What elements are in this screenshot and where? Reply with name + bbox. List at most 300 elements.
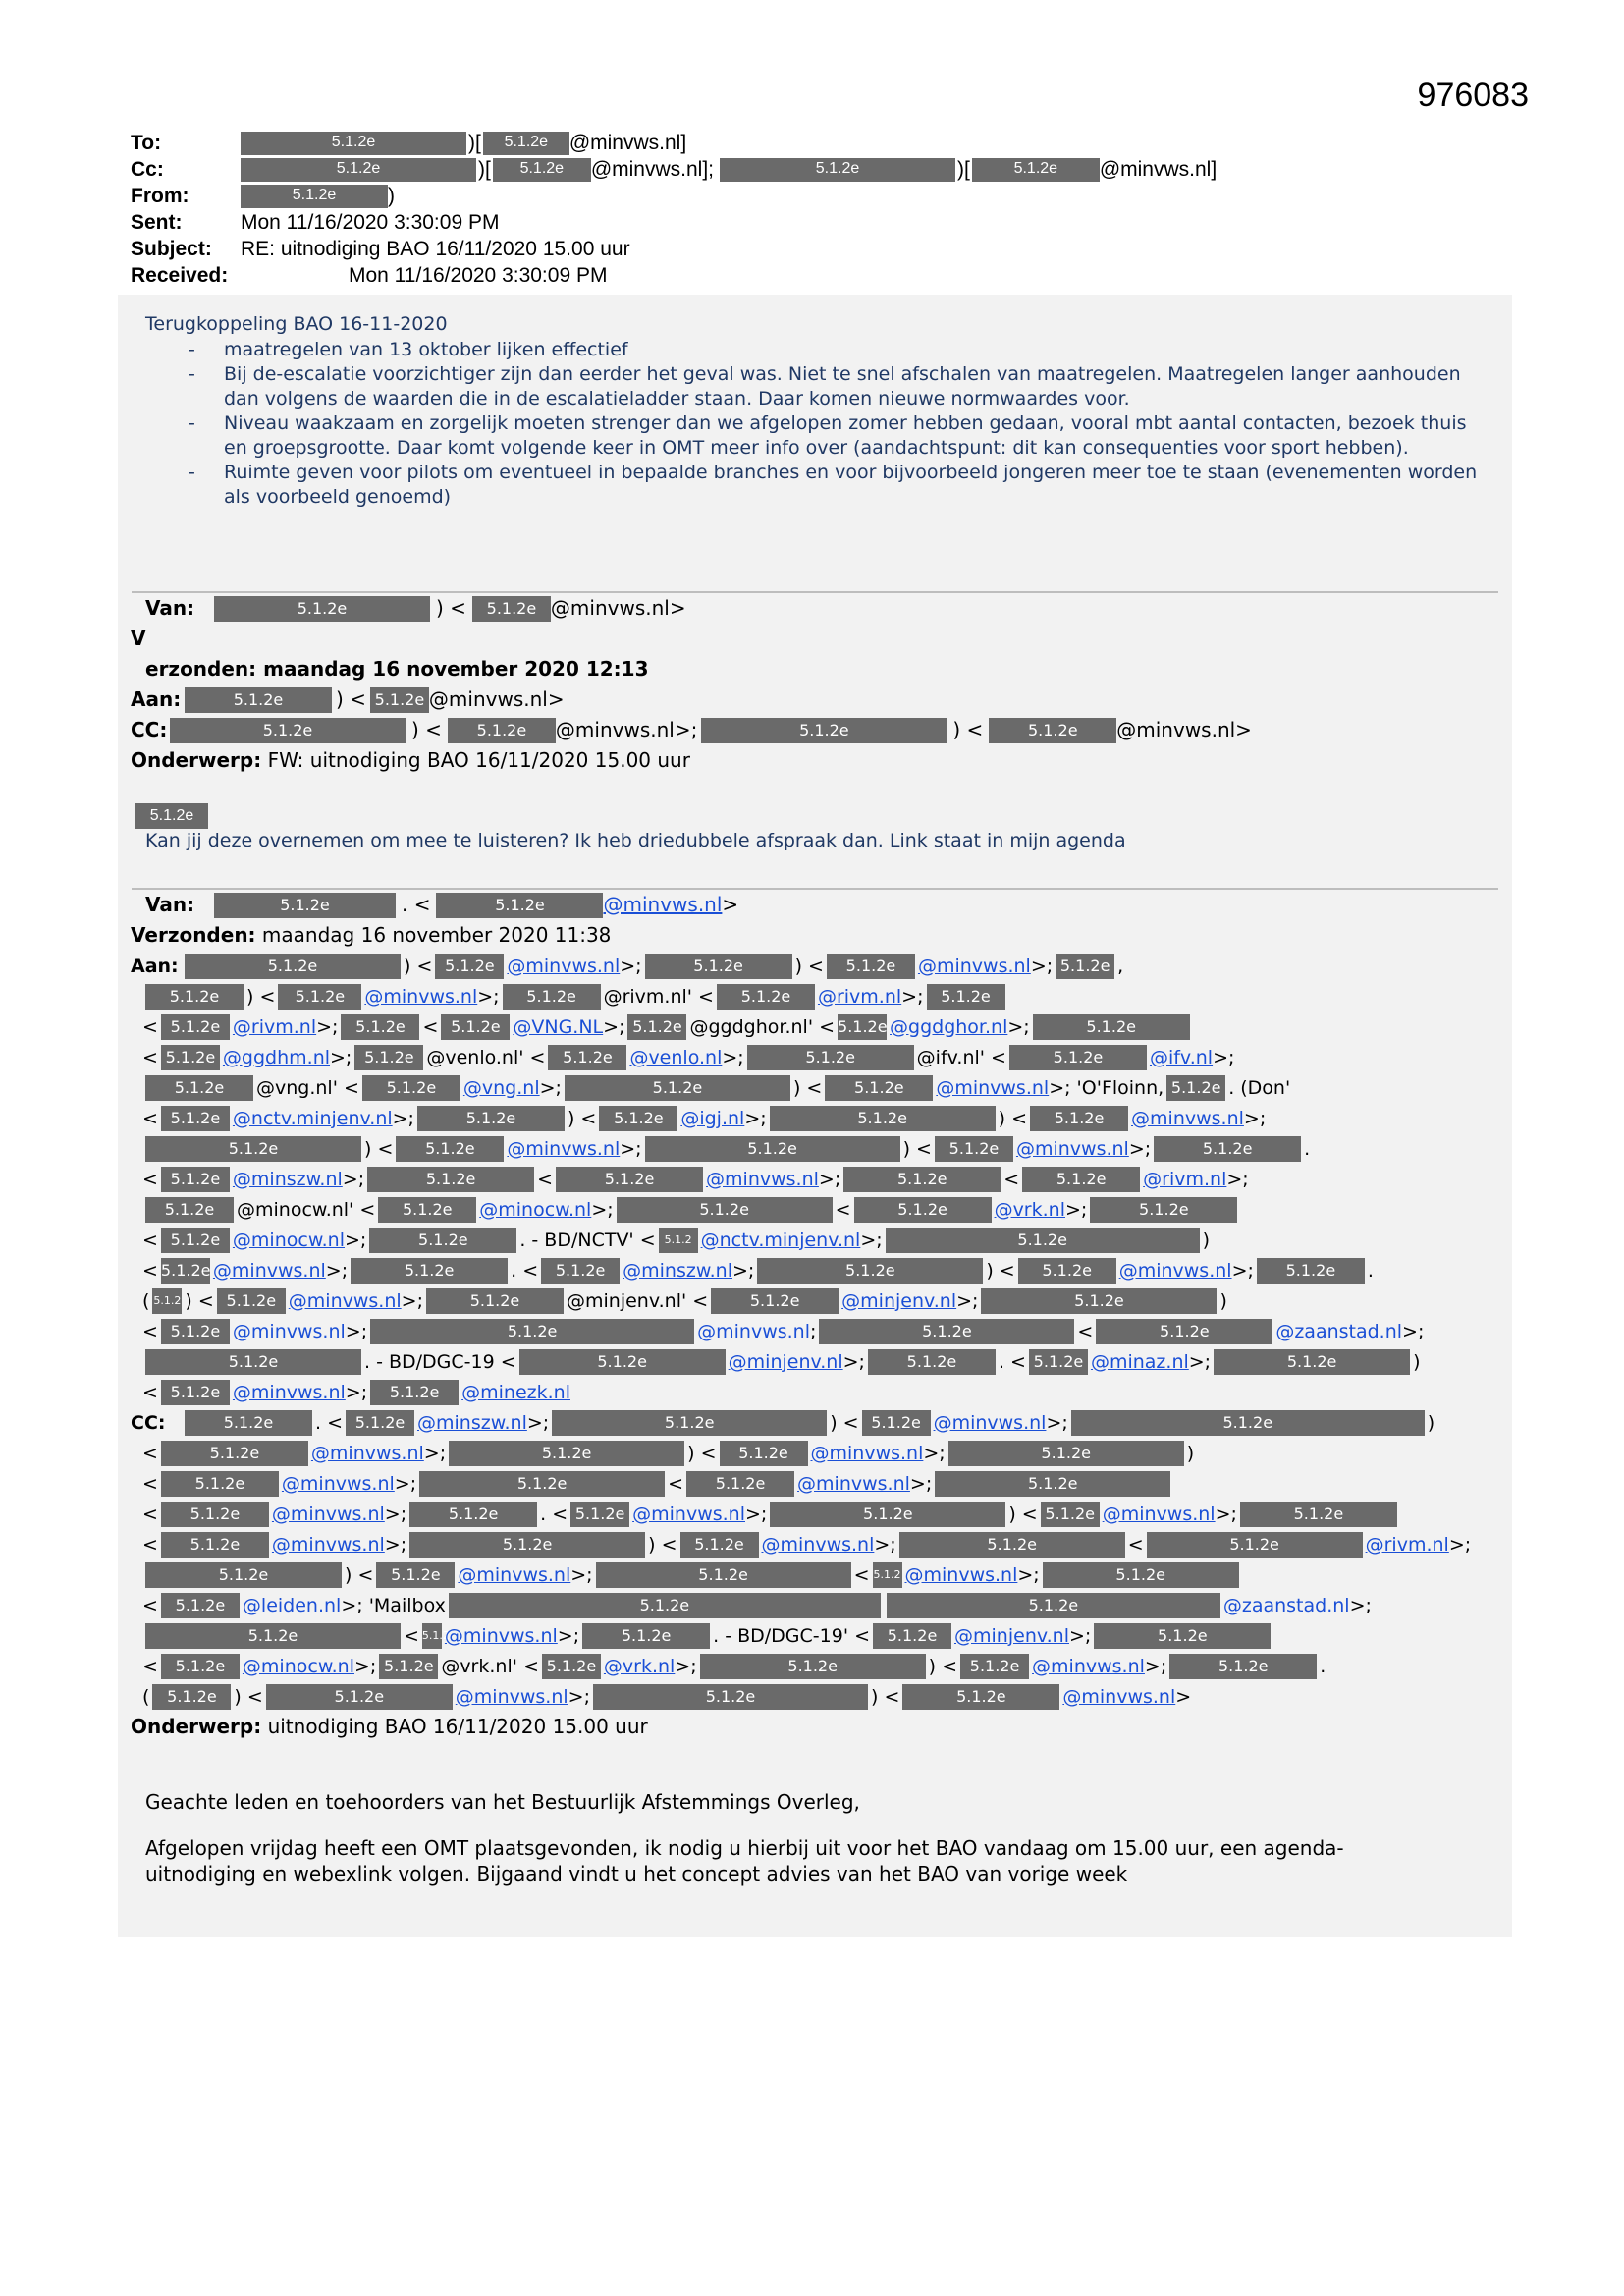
redaction: 5.1.2e xyxy=(757,1258,983,1284)
redaction: 5.1.2e xyxy=(862,1410,931,1436)
email-link[interactable]: @minvws.nl xyxy=(797,1472,910,1495)
email-text: >; xyxy=(1144,1655,1167,1677)
email-link[interactable]: @minocw.nl xyxy=(242,1655,354,1677)
redaction: 5.1.2e xyxy=(1041,1502,1100,1527)
recipient-line xyxy=(131,1072,1505,1103)
email-text: >; xyxy=(620,1137,642,1160)
redaction: 5.1.2e xyxy=(838,1014,887,1040)
email-text: >; xyxy=(620,955,642,977)
redaction: 5.1.2e xyxy=(552,1410,827,1436)
email-link[interactable]: @vrk.nl xyxy=(994,1198,1065,1221)
redaction: 5.1.2e xyxy=(868,1349,996,1375)
email-link[interactable]: @minvws.nl xyxy=(1032,1655,1145,1677)
email-text: ) < xyxy=(830,1411,859,1434)
recipient-line xyxy=(131,1590,1505,1620)
email-text: < xyxy=(142,1229,158,1251)
email-text: >; xyxy=(316,1015,339,1038)
redaction: 5.1.2e xyxy=(161,1167,230,1192)
redaction: 5.1.2e xyxy=(1169,1654,1317,1679)
redaction: 5.1.2e xyxy=(341,1014,419,1040)
redaction: 5.1.2e xyxy=(927,984,1005,1010)
email-text: >; xyxy=(1226,1168,1249,1190)
fwd1-van-suffix: @minvws.nl> xyxy=(550,596,686,620)
redaction: 5.1.2e xyxy=(1009,1045,1147,1070)
email-text: @venlo.nl' < xyxy=(426,1046,546,1068)
email-link[interactable]: @nctv.minjenv.nl xyxy=(232,1107,393,1129)
redaction: 5.1.2e xyxy=(145,1562,342,1588)
recipient-line xyxy=(131,1438,1505,1468)
recipient-line xyxy=(131,1529,1505,1559)
email-link[interactable]: @minvws.nl xyxy=(1102,1503,1216,1525)
redaction: 5.1.2e xyxy=(241,158,476,182)
email-text: >; xyxy=(1231,1259,1254,1282)
email-text: >; xyxy=(568,1685,590,1708)
email-text: < xyxy=(142,1107,158,1129)
email-text: >; xyxy=(675,1655,697,1677)
email-text: < xyxy=(142,1168,158,1190)
email-link[interactable]: @rivm.nl xyxy=(232,1015,317,1038)
redaction: 5.1.2e xyxy=(145,1349,361,1375)
email-text: >; xyxy=(1007,1015,1030,1038)
email-text: @minocw.nl' < xyxy=(237,1198,376,1221)
recipient-line xyxy=(131,1103,1505,1133)
email-link[interactable]: @minvws.nl xyxy=(936,1076,1050,1099)
email-text: >; xyxy=(722,1046,744,1068)
email-text: >; xyxy=(1046,1411,1068,1434)
redaction: 5.1.2e xyxy=(627,1014,686,1040)
email-link[interactable]: @minjenv.nl xyxy=(728,1350,843,1373)
recipient-line xyxy=(131,951,1505,981)
email-link[interactable]: @minvws.nl xyxy=(632,1503,745,1525)
from-suffix: ) xyxy=(388,185,395,207)
redaction: 5.1.2e xyxy=(887,1593,1220,1618)
fwd1-v-letter: V xyxy=(131,627,146,650)
email-link[interactable]: @ggdhm.nl xyxy=(222,1046,331,1068)
redaction: 5.1.2e xyxy=(161,1228,230,1253)
redaction: 5.1.2e xyxy=(981,1288,1217,1314)
redaction: 5.1.2e xyxy=(548,1045,626,1070)
email-text: >; xyxy=(874,1533,896,1556)
redaction: 5.1.2e xyxy=(1033,1014,1190,1040)
redaction: 5.1.2e xyxy=(873,1623,951,1649)
redaction: 5.1.2e xyxy=(701,718,947,743)
email-text: < xyxy=(142,1472,158,1495)
email-link[interactable]: @leiden.nl xyxy=(242,1594,342,1616)
email-text: >; xyxy=(1215,1503,1237,1525)
redaction: 5.1.2e xyxy=(145,984,244,1010)
email-text: >; xyxy=(526,1411,550,1434)
email-text: @minjenv.nl' < xyxy=(567,1289,709,1312)
recipient-line xyxy=(131,1499,1505,1529)
fwd2-verzonden-label: Verzonden: xyxy=(131,923,256,947)
email-link[interactable]: @rivm.nl xyxy=(1365,1533,1449,1556)
email-link[interactable]: @minvws.nl xyxy=(271,1533,385,1556)
recipient-line xyxy=(131,1681,1505,1712)
recipient-line xyxy=(131,1651,1505,1681)
redaction: 5.1.2e xyxy=(711,1288,839,1314)
redaction: 5.1.2e xyxy=(902,1684,1059,1710)
redaction: 5.1.2e xyxy=(448,718,556,743)
recipient-line xyxy=(131,1194,1505,1225)
email-link[interactable]: @minvws.nl xyxy=(310,1442,424,1464)
redaction: 5.1.2e xyxy=(370,687,429,713)
email-text: < xyxy=(668,1472,684,1495)
redaction: 5.1.2e xyxy=(435,954,504,979)
email-text: >; xyxy=(1017,1563,1040,1586)
redaction: 5.1.2e xyxy=(409,1532,645,1558)
email-link[interactable]: @minvws.nl xyxy=(232,1381,346,1403)
email-text: < xyxy=(142,1320,158,1342)
redaction: 5.1.2e xyxy=(617,1197,833,1223)
fwd2-cc-label: CC: xyxy=(131,1411,166,1434)
redaction: 5.1.2e xyxy=(680,1532,759,1558)
fwd1-note: Kan jij deze overnemen om mee te luisteren? Ik heb driedubbele afspraak dan. Link staat in mijn agenda xyxy=(145,830,1126,851)
email-link[interactable]: @minvws.nl xyxy=(697,1320,810,1342)
email-link[interactable]: @zaanstad.nl xyxy=(1275,1320,1403,1342)
redaction: 5.1.2e xyxy=(161,1258,210,1284)
email-link[interactable]: @minvws.nl xyxy=(810,1442,924,1464)
email-link[interactable]: @ifv.nl xyxy=(1149,1046,1214,1068)
email-text: ) < xyxy=(185,1289,214,1312)
email-text: >; xyxy=(401,1289,423,1312)
email-link[interactable]: @minvws.nl xyxy=(1118,1259,1232,1282)
email-text: >; xyxy=(557,1624,580,1647)
redaction: 5.1.2e xyxy=(819,1319,1074,1344)
email-text: ) xyxy=(1186,1442,1195,1464)
email-link[interactable]: @minvws.nl xyxy=(904,1563,1018,1586)
email-text: ) < xyxy=(986,1259,1015,1282)
email-text: ) < xyxy=(246,985,276,1008)
redaction: 5.1.2e xyxy=(378,1197,476,1223)
redaction: 5.1.2e xyxy=(1071,1410,1425,1436)
email-text: >; xyxy=(1030,955,1054,977)
redaction: 5.1.2e xyxy=(185,687,332,713)
redaction: 5.1.2e xyxy=(1029,1349,1088,1375)
email-link[interactable]: @minvws.nl xyxy=(1131,1107,1244,1129)
email-text: ) xyxy=(1219,1289,1227,1312)
email-text: < xyxy=(835,1198,851,1221)
email-text: ) < xyxy=(345,1563,374,1586)
redaction: 5.1.2e xyxy=(1257,1258,1365,1284)
redaction: 5.1.2e xyxy=(720,158,955,182)
email-link[interactable]: @vrk.nl xyxy=(603,1655,676,1677)
redaction: 5.1.2e xyxy=(370,1319,694,1344)
email-text: ) < xyxy=(567,1107,597,1129)
redaction: 5.1.2e xyxy=(370,1380,459,1405)
redaction: 5.1.2e xyxy=(145,1623,401,1649)
email-link[interactable]: @minvws.nl xyxy=(1015,1137,1129,1160)
redaction: 5.1.2e xyxy=(436,893,603,918)
email-text: >; xyxy=(923,1442,946,1464)
email-text: ) < xyxy=(404,955,433,977)
email-text: >; xyxy=(818,1168,841,1190)
redaction: 5.1.2e xyxy=(351,1258,508,1284)
email-text: >; xyxy=(325,1259,349,1282)
email-text: < xyxy=(142,1594,158,1616)
email-text: >; xyxy=(394,1472,417,1495)
feedback-item: - Niveau waakzaam en zorgelijk moeten strenger dan we afgelopen zomer hebben gedaan, vooral mbt aantal contacten, bezoek thuis en groepsgrootte. Daar komt volgende keer in OMT meer info over (aandachtspunt: dit kan consequenties voor sport hebben). xyxy=(189,411,1485,461)
email-link[interactable]: @minvws.nl xyxy=(232,1320,346,1342)
redaction: 5.1.2e xyxy=(161,1014,230,1040)
email-link[interactable]: @rivm.nl xyxy=(1143,1168,1227,1190)
redaction: 5.1.2e xyxy=(1043,1562,1239,1588)
email-text: >; xyxy=(1402,1320,1425,1342)
email-text: < xyxy=(142,1015,158,1038)
redaction: 5.1.2e xyxy=(483,132,569,155)
email-text: >; xyxy=(1213,1046,1235,1068)
email-text: >; xyxy=(1188,1350,1212,1373)
feedback-title: Terugkoppeling BAO 16-11-2020 xyxy=(145,313,448,335)
sent-label: Sent: xyxy=(131,211,183,234)
email-link[interactable]: @vng.nl xyxy=(462,1076,540,1099)
fwd2-van-label: Van: xyxy=(145,893,195,916)
email-text: . - BD/NCTV' < xyxy=(519,1229,656,1251)
recipient-line xyxy=(131,1133,1505,1164)
redaction: 5.1.2e xyxy=(1094,1623,1271,1649)
fwd2-van-link[interactable]: @minvws.nl xyxy=(603,893,723,916)
email-text: >; xyxy=(423,1442,447,1464)
to-label: To: xyxy=(131,132,162,154)
email-text: < xyxy=(537,1168,554,1190)
redaction: 5.1.2e xyxy=(1030,1106,1128,1131)
redaction: 5.1.2e xyxy=(1154,1136,1301,1162)
email-text: < xyxy=(853,1563,870,1586)
email-link[interactable]: @minvws.nl xyxy=(212,1259,326,1282)
subject-value: RE: uitnodiging BAO 16/11/2020 15.00 uur xyxy=(241,238,630,260)
redaction: 5.1.2e xyxy=(593,1684,868,1710)
redaction: 5.1.2e xyxy=(854,1197,992,1223)
email-text: < xyxy=(142,1655,158,1677)
email-text: ) < xyxy=(792,1076,823,1099)
email-text: >; xyxy=(1064,1198,1088,1221)
redaction: 5.1.2e xyxy=(541,1258,620,1284)
recipient-line xyxy=(131,1164,1505,1194)
email-link[interactable]: @minszw.nl xyxy=(623,1259,732,1282)
email-text: >; xyxy=(345,1320,368,1342)
feedback-item: - Ruimte geven voor pilots om eventueel in bepaalde branches en voor bijvoorbeeld jongeren meer toe te staan (evenementen worden als voorbeeld genoemd) xyxy=(189,461,1485,510)
email-link[interactable]: @minvws.nl xyxy=(458,1563,571,1586)
redaction: 5.1.2e xyxy=(827,954,915,979)
email-link[interactable]: @rivm.nl xyxy=(817,985,902,1008)
redaction: 5.1.2e xyxy=(1018,1258,1116,1284)
email-link[interactable]: @minvws.nl xyxy=(761,1533,875,1556)
redaction: 5.1.2e xyxy=(770,1502,1005,1527)
fwd2-aan-recipients xyxy=(131,951,1505,1407)
email-text: @vrk.nl' < xyxy=(441,1655,539,1677)
email-link[interactable]: @minvws.nl xyxy=(507,955,621,977)
redaction: 5.1.2e xyxy=(185,954,401,979)
redaction: 5.1.2e xyxy=(717,984,815,1010)
email-link[interactable]: @minvws.nl xyxy=(507,1137,621,1160)
received-row xyxy=(131,262,1217,289)
email-text: . xyxy=(1304,1137,1311,1160)
redaction: 5.1.2e xyxy=(700,1654,926,1679)
email-link[interactable]: @minjenv.nl xyxy=(841,1289,957,1312)
email-link[interactable]: @nctv.minjenv.nl xyxy=(700,1229,861,1251)
email-text: . xyxy=(1367,1259,1374,1282)
email-text: < xyxy=(404,1624,419,1647)
email-text: > xyxy=(1175,1685,1192,1708)
feedback-item: - maatregelen van 13 oktober lijken effectief xyxy=(189,338,1485,362)
fwd1-cc-mid: @minvws.nl>; xyxy=(555,718,698,741)
fwd2-subject xyxy=(131,1712,648,1742)
email-text: >; xyxy=(603,1015,625,1038)
redaction: 5.1.2e xyxy=(426,1288,564,1314)
redaction: 5.1.2e xyxy=(747,1045,914,1070)
redaction: 5.1.2e xyxy=(161,1441,308,1466)
email-text: < xyxy=(142,1503,158,1525)
redaction: 5.1.2e xyxy=(519,1349,726,1375)
email-text: ; xyxy=(810,1320,817,1342)
email-text: < xyxy=(1077,1320,1094,1342)
email-text: >; 'Mailbox xyxy=(341,1594,446,1616)
email-text: . < xyxy=(540,1503,568,1525)
feedback-list xyxy=(145,338,1485,510)
fwd2-aan-label: Aan: xyxy=(131,955,179,977)
redaction: 5.1.2e xyxy=(161,1471,279,1497)
redaction: 5.1.2e xyxy=(989,718,1116,743)
email-text: < xyxy=(1003,1168,1020,1190)
email-text: ) xyxy=(1413,1350,1421,1373)
email-text: ) xyxy=(1427,1411,1435,1434)
redaction: 5.1.2e xyxy=(542,1654,601,1679)
email-link[interactable]: @ggdghor.nl xyxy=(890,1015,1008,1038)
email-text: . < xyxy=(998,1350,1026,1373)
email-text: @vng.nl' < xyxy=(256,1076,359,1099)
email-text: >; xyxy=(744,1107,767,1129)
email-text: ) < xyxy=(648,1533,677,1556)
redaction: 5.1.2e xyxy=(720,1441,808,1466)
fwd2-verzonden: maandag 16 november 2020 11:38 xyxy=(261,923,612,947)
redaction: 5.1.2e xyxy=(843,1167,1001,1192)
redaction: 5.1.2e xyxy=(145,1136,361,1162)
email-link[interactable]: @minvws.nl xyxy=(455,1685,568,1708)
email-link[interactable]: @minszw.nl xyxy=(417,1411,527,1434)
email-link[interactable]: @minezk.nl xyxy=(461,1381,570,1403)
redaction: 5.1.2e xyxy=(396,1136,504,1162)
fwd2-header: Van: 5.1.2e . < 5.1.2e @minvws.nl > Verzonden: maandag 16 november 2020 11:38 xyxy=(131,890,738,951)
email-text: < xyxy=(142,1533,158,1556)
email-text: >; xyxy=(392,1107,414,1129)
redaction: 5.1.2e xyxy=(185,1410,312,1436)
email-link[interactable]: @minszw.nl xyxy=(232,1168,343,1190)
redaction: 5.1.2e xyxy=(145,1197,234,1223)
email-link[interactable]: @minaz.nl xyxy=(1090,1350,1189,1373)
redaction: 5.1.2e xyxy=(472,596,551,622)
email-link[interactable]: @minvws.nl xyxy=(288,1289,402,1312)
email-text: , xyxy=(1117,955,1124,977)
email-text: >; xyxy=(345,1381,368,1403)
sent-row xyxy=(131,209,1217,236)
redaction: 5.1.2e xyxy=(161,1593,240,1618)
email-text: ( xyxy=(142,1289,150,1312)
email-link[interactable]: @igj.nl xyxy=(680,1107,745,1129)
email-link[interactable]: @minvws.nl xyxy=(364,985,478,1008)
email-text: . < xyxy=(511,1259,539,1282)
subject-label: Subject: xyxy=(131,238,212,260)
redaction: 5.1.2e xyxy=(419,1471,665,1497)
email-link[interactable]: @minvws.nl xyxy=(281,1472,395,1495)
email-link[interactable]: @venlo.nl xyxy=(629,1046,723,1068)
recipient-line xyxy=(131,1285,1505,1316)
recipient-line xyxy=(131,1620,1505,1651)
email-link[interactable]: @minvws.nl xyxy=(444,1624,558,1647)
email-text: < xyxy=(142,1381,158,1403)
email-text: >; xyxy=(860,1229,883,1251)
email-text: ( xyxy=(142,1685,150,1708)
email-text: >; xyxy=(477,985,500,1008)
redaction: 5.1.2e xyxy=(346,1410,414,1436)
email-text: >; xyxy=(353,1655,377,1677)
redaction: 5.1.2e xyxy=(686,1471,794,1497)
recipient-line xyxy=(131,1042,1505,1072)
fwd1-cc-label: CC: xyxy=(131,718,168,741)
email-link[interactable]: @zaanstad.nl xyxy=(1222,1594,1350,1616)
email-text: < xyxy=(142,1442,158,1464)
recipient-line xyxy=(131,1011,1505,1042)
email-text: >; xyxy=(1068,1624,1092,1647)
email-text: ) < xyxy=(364,1137,394,1160)
email-text: >; xyxy=(1448,1533,1472,1556)
received-value: Mon 11/16/2020 3:30:09 PM xyxy=(349,264,608,287)
feedback-panel xyxy=(118,295,1512,572)
redaction: 5.1.2e xyxy=(449,1441,684,1466)
email-text: >; xyxy=(731,1259,755,1282)
redaction: 5.1.2e xyxy=(278,984,361,1010)
redaction: 5.1.2e xyxy=(599,1106,677,1131)
email-text: ) < xyxy=(234,1685,263,1708)
redaction: 5.1.2e xyxy=(266,1684,453,1710)
outer-header xyxy=(131,130,1217,289)
email-link[interactable]: @minvws.nl xyxy=(706,1168,819,1190)
email-link[interactable]: @minocw.nl xyxy=(479,1198,592,1221)
email-link[interactable]: @minvws.nl xyxy=(1062,1685,1176,1708)
email-link[interactable]: @minvws.nl xyxy=(917,955,1031,977)
redaction: 5.1.2e xyxy=(886,1228,1200,1253)
email-text: ) xyxy=(1202,1229,1211,1251)
fwd1-verzonden: erzonden: maandag 16 november 2020 12:13 xyxy=(145,657,649,681)
redaction: 5.1.2e xyxy=(241,132,466,155)
email-text: . (Don' xyxy=(1228,1076,1291,1099)
email-text: >; xyxy=(842,1350,865,1373)
email-text: >; xyxy=(344,1229,367,1251)
email-link[interactable]: @minvws.nl xyxy=(933,1411,1047,1434)
email-text: >; xyxy=(745,1503,768,1525)
redaction: 5.1.2e xyxy=(493,158,591,182)
fwd2-greeting: Geachte leden en toehoorders van het Bestuurlijk Afstemmings Overleg, xyxy=(145,1790,860,1814)
cc-row: Cc: 5.1.2e )[ 5.1.2e @minvws.nl]; 5.1.2e )[ 5.1.2e @minvws.nl] xyxy=(131,158,1218,181)
redaction: 5.1.2e xyxy=(825,1075,933,1101)
email-text: >; xyxy=(384,1503,407,1525)
email-link[interactable]: @minocw.nl xyxy=(232,1229,345,1251)
redaction: 5.1.2e xyxy=(570,1502,629,1527)
email-text: @rivm.nl' < xyxy=(603,985,714,1008)
email-link[interactable]: @VNG.NL xyxy=(513,1015,604,1038)
recipient-line xyxy=(131,1316,1505,1346)
email-link[interactable]: @minvws.nl xyxy=(271,1503,385,1525)
redaction: 5.1.2e xyxy=(354,1045,423,1070)
redaction: 5.1.2e xyxy=(367,1167,534,1192)
email-link[interactable]: @minjenv.nl xyxy=(954,1624,1069,1647)
redaction: 5.1.2e xyxy=(417,1106,565,1131)
email-text: ) < xyxy=(902,1137,932,1160)
forwarded-panel xyxy=(118,572,1512,1937)
email-text: ) < xyxy=(871,1685,900,1708)
redaction: 5.1.2e xyxy=(503,984,601,1010)
redaction: 5.1.2e xyxy=(135,803,208,829)
redaction: 5.1.2e xyxy=(241,185,388,208)
email-text: ) < xyxy=(998,1107,1028,1129)
